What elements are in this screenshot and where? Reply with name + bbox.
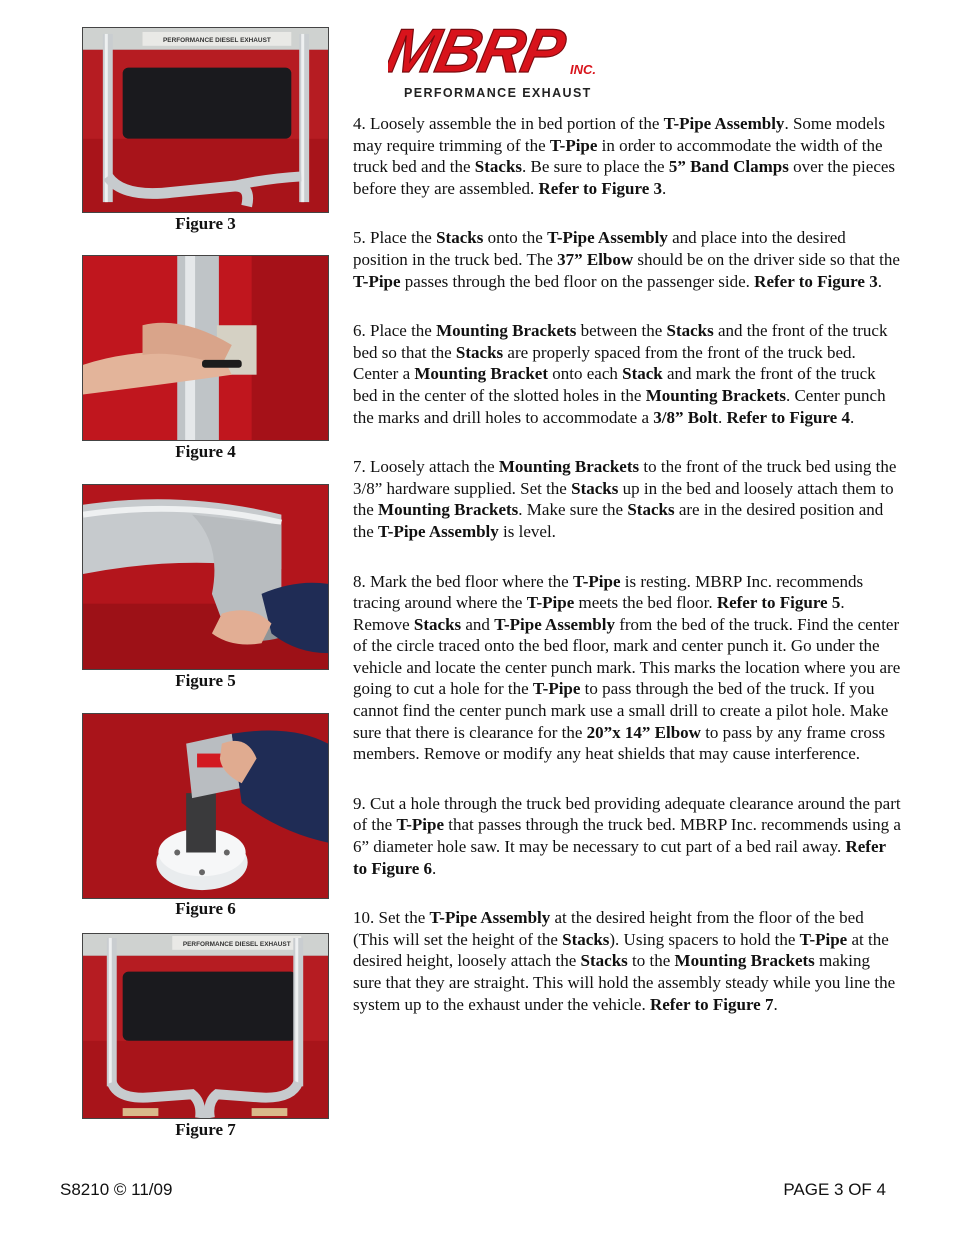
- step-text: is level.: [498, 521, 556, 541]
- step-text: . Make sure the: [518, 500, 628, 520]
- step-text: . Be sure to place the: [522, 157, 669, 177]
- figure-5-photo: [82, 484, 329, 670]
- step-term: 20”x 14” Elbow: [586, 722, 701, 742]
- step-text: meets the bed floor.: [574, 593, 717, 613]
- step-text: . Remove: [353, 593, 845, 634]
- step-term: T-Pipe Assembly: [429, 908, 551, 928]
- step-term: Stacks: [436, 228, 484, 248]
- step-term: Stacks: [413, 614, 462, 634]
- step-term: T-Pipe: [526, 593, 575, 613]
- mbrp-logo: [388, 20, 638, 100]
- step-text: ). Using spacers to hold the: [609, 929, 800, 949]
- step-term: 3/8” Bolt: [653, 407, 718, 427]
- step-term: Stacks: [455, 342, 504, 362]
- logo-brand: MBRP: [388, 20, 570, 86]
- step-text: are in the desired position and the: [353, 500, 884, 541]
- step-text: .: [432, 858, 437, 878]
- figure-6-caption: Figure 6: [175, 899, 236, 918]
- step-text: to the front of the truck bed using the 3/8” hardware supplied. Set the: [353, 457, 897, 498]
- step-term: Mounting Brackets: [674, 951, 815, 971]
- step-term: Mounting Bracket: [414, 364, 548, 384]
- step-6: [353, 320, 901, 428]
- step-text: from the bed of the truck. Find the center of the circle traced onto the bed floor, mark and center punch it. Go under the vehicle and locate the center punch mark. This marks the location where you are going to cut a hole for the: [353, 614, 901, 699]
- step-term: T-Pipe: [353, 271, 401, 291]
- step-term: Refer to Figure 5: [716, 593, 841, 613]
- step-text: and mark the front of the truck bed in the center of the slotted holes in the: [353, 364, 876, 405]
- step-term: Mounting Brackets: [498, 457, 640, 477]
- logo-graphic: [388, 20, 638, 100]
- step-text: in order to accommodate the width of the truck bed and the: [353, 135, 883, 177]
- step-term: Stacks: [580, 951, 628, 971]
- step-text: that passes through the truck bed. MBRP Inc. recommends using a 6” diameter hole saw. It may be necessary to cut part of a bed rail away.: [353, 815, 901, 857]
- step-term: T-Pipe: [549, 135, 598, 155]
- step-term: T-Pipe: [396, 815, 444, 835]
- step-text: 10. Set the: [353, 908, 430, 928]
- svg-text:PERFORMANCE DIESEL EXHAUST: PERFORMANCE DIESEL EXHAUST: [182, 940, 291, 948]
- step-term: Stacks: [627, 500, 675, 520]
- step-term: Mounting Brackets: [436, 321, 577, 341]
- step-term: Refer to Figure 3: [538, 178, 663, 198]
- figure-3-photo: [82, 27, 329, 213]
- step-text: .: [877, 271, 882, 291]
- step-term: Refer to Figure 6: [353, 837, 886, 878]
- figure-5-caption: Figure 5: [175, 671, 236, 690]
- step-term: T-Pipe Assembly: [494, 614, 615, 634]
- step-term: 37” Elbow: [557, 249, 634, 269]
- step-text: . Center punch the marks and drill holes to accommodate a: [353, 385, 886, 427]
- step-text: . Some models may require trimming of the: [353, 114, 886, 155]
- step-text: and place into the desired position in the truck bed. The: [353, 228, 846, 269]
- step-9: [353, 793, 901, 879]
- step-term: Stacks: [571, 478, 619, 498]
- step-8: [353, 571, 901, 765]
- instruction-steps: [353, 113, 901, 1043]
- step-term: T-Pipe Assembly: [663, 114, 785, 133]
- figure-7-caption: Figure 7: [175, 1120, 236, 1139]
- step-text: to pass by any frame cross members. Remove or modify any heat shields that may cause interference.: [353, 722, 886, 764]
- figure-7-photo: [82, 933, 329, 1119]
- step-text: to pass through the bed of the truck. If you cannot find the center punch mark use a small drill to create a pilot hole. Make sure that there is clearance for the: [353, 679, 889, 742]
- logo-suffix: INC.: [570, 62, 596, 77]
- step-text: onto the: [483, 228, 548, 248]
- step-text: should be on the driver side so that the: [633, 249, 900, 269]
- step-term: Refer to Figure 4: [726, 407, 850, 427]
- step-text: between the: [576, 321, 667, 341]
- svg-text:PERFORMANCE DIESEL EXHAUST: PERFORMANCE DIESEL EXHAUST: [163, 36, 271, 44]
- step-text: .: [773, 994, 778, 1014]
- step-text: onto each: [548, 364, 623, 384]
- step-text: 9. Cut a hole through the truck bed providing adequate clearance around the part of the: [353, 793, 901, 835]
- logo-tagline: PERFORMANCE EXHAUST: [404, 86, 592, 100]
- step-text: .: [662, 178, 667, 198]
- step-text: and: [461, 614, 495, 634]
- step-text: passes through the bed floor on the passenger side.: [400, 271, 755, 291]
- step-term: T-Pipe Assembly: [547, 228, 668, 248]
- footer-page-number: PAGE 3 OF 4: [783, 1180, 886, 1199]
- figure-4-photo: [82, 255, 329, 441]
- step-term: Refer to Figure 3: [754, 271, 878, 291]
- footer-doc-id: S8210 © 11/09: [60, 1180, 173, 1199]
- step-text: 7. Loosely attach the: [353, 457, 499, 477]
- step-term: T-Pipe Assembly: [378, 521, 499, 541]
- step-term: T-Pipe: [572, 571, 621, 591]
- step-text: are properly spaced from the front of the truck bed. Center a: [353, 342, 856, 384]
- step-text: at the desired height, loosely attach the: [353, 929, 889, 971]
- figure-6-photo: [82, 713, 329, 899]
- step-term: Mounting Brackets: [378, 500, 519, 520]
- step-text: 8. Mark the bed floor where the: [353, 571, 573, 591]
- step-text: at the desired height from the floor of the bed (This will set the height of the: [353, 908, 864, 949]
- step-term: Stacks: [474, 157, 523, 177]
- step-text: is resting. MBRP Inc. recommends tracing around where the: [353, 571, 864, 613]
- step-term: T-Pipe: [799, 929, 848, 949]
- step-text: 4. Loosely assemble the in bed portion of the: [353, 114, 664, 133]
- step-term: Refer to Figure 7: [649, 994, 774, 1014]
- step-term: Stacks: [562, 929, 610, 949]
- step-text: to the: [627, 951, 675, 971]
- step-term: Mounting Brackets: [645, 385, 786, 405]
- step-text: .: [717, 407, 727, 427]
- step-text: 6. Place the: [353, 321, 437, 341]
- step-text: making sure that they are straight. This will hold the assembly steady while you line the system up to the exhaust under the vehicle.: [353, 951, 896, 1014]
- figure-3-caption: Figure 3: [175, 214, 236, 233]
- step-text: and the front of the truck bed so that the: [353, 321, 888, 362]
- step-term: 5” Band Clamps: [668, 157, 789, 177]
- step-term: Stack: [622, 364, 663, 384]
- step-term: Stacks: [666, 321, 714, 341]
- step-term: T-Pipe: [532, 679, 581, 699]
- step-text: up in the bed and loosely attach them to the: [353, 478, 894, 520]
- figure-4-caption: Figure 4: [175, 442, 236, 461]
- step-text: 5. Place the: [353, 228, 437, 248]
- step-text: .: [849, 407, 855, 427]
- step-5: [353, 227, 901, 292]
- step-10: [353, 907, 901, 1015]
- step-4: [353, 113, 901, 199]
- step-7: [353, 456, 901, 542]
- step-text: over the pieces before they are assembled.: [353, 157, 896, 198]
